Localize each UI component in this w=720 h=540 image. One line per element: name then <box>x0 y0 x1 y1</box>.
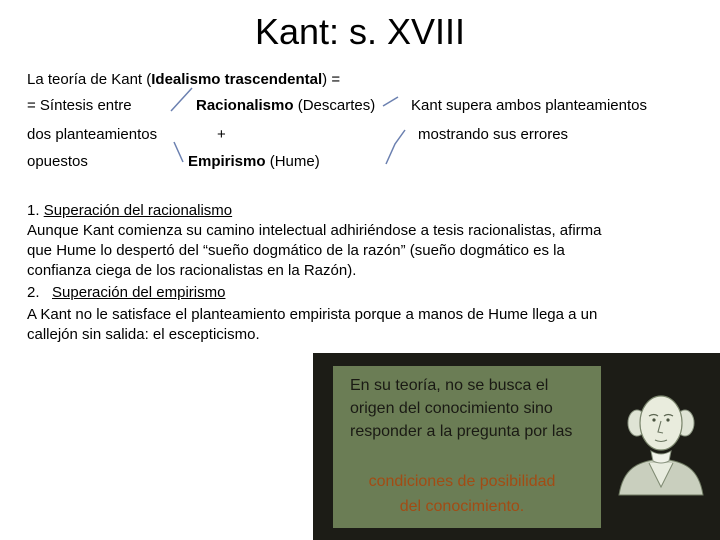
right-line-2: mostrando sus errores <box>418 126 569 143</box>
left-bracket-top <box>171 88 192 111</box>
plus-sign: + <box>217 126 226 143</box>
kant-portrait-icon <box>611 383 711 498</box>
sections <box>27 201 687 345</box>
section-1-body-3: confianza ciega de los racionalistas en la Razón). <box>27 262 357 279</box>
intro-line-2: = Síntesis entre <box>27 97 132 114</box>
section-2-heading <box>27 283 687 303</box>
racionalismo-label: Racionalismo <box>196 97 294 114</box>
section-1-heading <box>27 201 687 221</box>
section-1-body-2: que Hume lo despertó del “sueño dogmático de la razón” (sueño dogmático es la <box>27 242 565 259</box>
intro-line-1-post: ) = <box>322 71 341 88</box>
section-2-title: Superación del empirismo <box>52 284 226 301</box>
section-1-body-1: Aunque Kant comienza su camino intelectual adhiriéndose a tesis racionalistas, afirma <box>27 222 602 239</box>
section-2-number: 2. <box>27 284 40 301</box>
slide-title: Kant: s. XVIII <box>254 11 466 52</box>
intro-line-1-pre: La teoría de Kant ( <box>27 71 152 88</box>
section-1-number: 1. <box>27 202 40 219</box>
bracket-lines <box>0 0 720 200</box>
section-2-body-2: callejón sin salida: el escepticismo. <box>27 326 260 343</box>
section-2-body-1: A Kant no le satisface el planteamiento empirista porque a manos de Hume llega a un <box>27 306 598 323</box>
idealismo-trascendental: Idealismo trascendental <box>151 71 323 88</box>
racionalismo-author: (Descartes) <box>293 97 376 114</box>
section-1-title: Superación del racionalismo <box>43 202 233 219</box>
panel-text-2: origen del conocimiento sino <box>350 400 553 417</box>
intro-line-4: opuestos <box>27 153 88 170</box>
panel-text-3: responder a la pregunta por las <box>350 423 573 440</box>
panel-text-1: En su teoría, no se busca el <box>350 377 549 394</box>
kant-image-panel <box>313 353 720 540</box>
right-bracket-bottom <box>386 130 405 164</box>
panel-highlight-2: del conocimiento. <box>399 498 525 515</box>
intro-line-3: dos planteamientos <box>27 126 158 143</box>
panel-highlight-1: condiciones de posibilidad <box>368 473 556 490</box>
empirismo-author: (Hume) <box>265 153 320 170</box>
right-bracket-top <box>383 97 398 106</box>
right-line-1: Kant supera ambos planteamientos <box>411 97 647 114</box>
empirismo-label: Empirismo <box>188 153 266 170</box>
left-bracket-bottom <box>174 142 183 162</box>
